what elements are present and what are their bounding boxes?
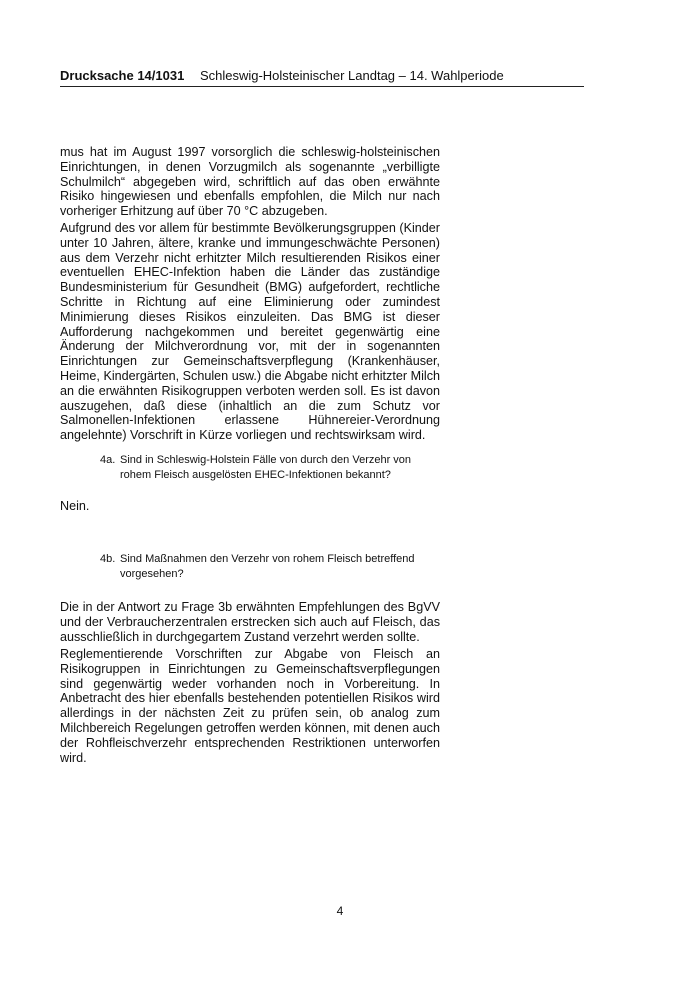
paragraph-2: Aufgrund des vor allem für bestimmte Bevölkerungsgruppen (Kinder unter 10 Jahren, ältere, kranke und immungeschwächte Personen) aus dem Verzehr nicht erhitzter Milch resultierenden Risikos einer eventuellen EHEC-Infektion haben die Länder das zuständige Bundesministerium für Gesundheit (BMG) aufgefordert, rechtliche Schritte in Richtung auf eine Eliminierung oder zumindest Minimierung dieses Risikos einzuleiten. Das BMG ist dieser Aufforderung nachgekommen und bereitet gegenwärtig eine Änderung der Milchverordnung vor, mit der in sogenannten Einrichtungen zur Gemeinschaftsverpflegung (Krankenhäuser, Heime, Kindergärten, Schulen usw.) die Abgabe nicht erhitzter Milch an die erwähnten Risikogruppen verboten werden soll. Es ist davon auszugehen, daß diese (inhaltlich an die zum Schutz vor Salmonellen-Infektionen erlassene Hühnereier-Verordnung angelehnte) Vorschrift in Kürze vorliegen und rechtswirksam wird. [60,221,440,443]
paragraph-4: Reglementierende Vorschriften zur Abgabe von Fleisch an Risikogruppen in Einrichtungen zu Gemeinschaftsverpflegungen sind gegenwärtig weder vorhanden noch in Vorbereitung. In Anbetracht des hier ebenfalls bestehenden potentiellen Risikos wird allerdings in der nächsten Zeit zu prüfen sein, ob analog zum Milchbereich Regelungen getroffen werden können, mit denen auch der Rohfleischverzehr entsprechenden Restriktionen unterworfen wird. [60,647,440,765]
paragraph-1: mus hat im August 1997 vorsorglich die schleswig-holsteinischen Einrichtungen, in denen Vorzugmilch als sogenannte „verbilligte Schulmilch“ abgegeben wird, schriftlich auf das oben erwähnte Risiko hingewiesen und ebenfalls empfohlen, die Milch nur nach vorheriger Erhitzung auf über 70 °C abzugeben. [60,145,440,219]
question-4a [100,453,428,482]
paragraph-3: Die in der Antwort zu Frage 3b erwähnten Empfehlungen des BgVV und der Verbraucherzentralen erstrecken sich auch auf Fleisch, das ausschließlich in durchgegartem Zustand verzehrt werden sollte. [60,600,440,644]
header-rule [60,86,584,87]
page-header [60,68,584,83]
document-title: Schleswig-Holsteinischer Landtag – 14. Wahlperiode [199,68,504,83]
page-number: 4 [336,904,344,918]
question-4b [100,552,428,581]
answer-4a: Nein. [60,499,90,513]
question-4a-line2: rohem Fleisch ausgelösten EHEC-Infektionen bekannt? [120,468,391,481]
document-number: Drucksache 14/1031 [60,68,185,83]
question-4a-line1: Sind in Schleswig-Holstein Fälle von durch den Verzehr von [120,454,412,466]
question-4b-number: 4b. [100,553,116,565]
question-4b-line1: Sind Maßnahmen den Verzehr von rohem Fleisch betreffend [120,553,415,565]
question-4b-line2: vorgesehen? [120,567,184,580]
question-4a-number: 4a. [100,454,116,466]
